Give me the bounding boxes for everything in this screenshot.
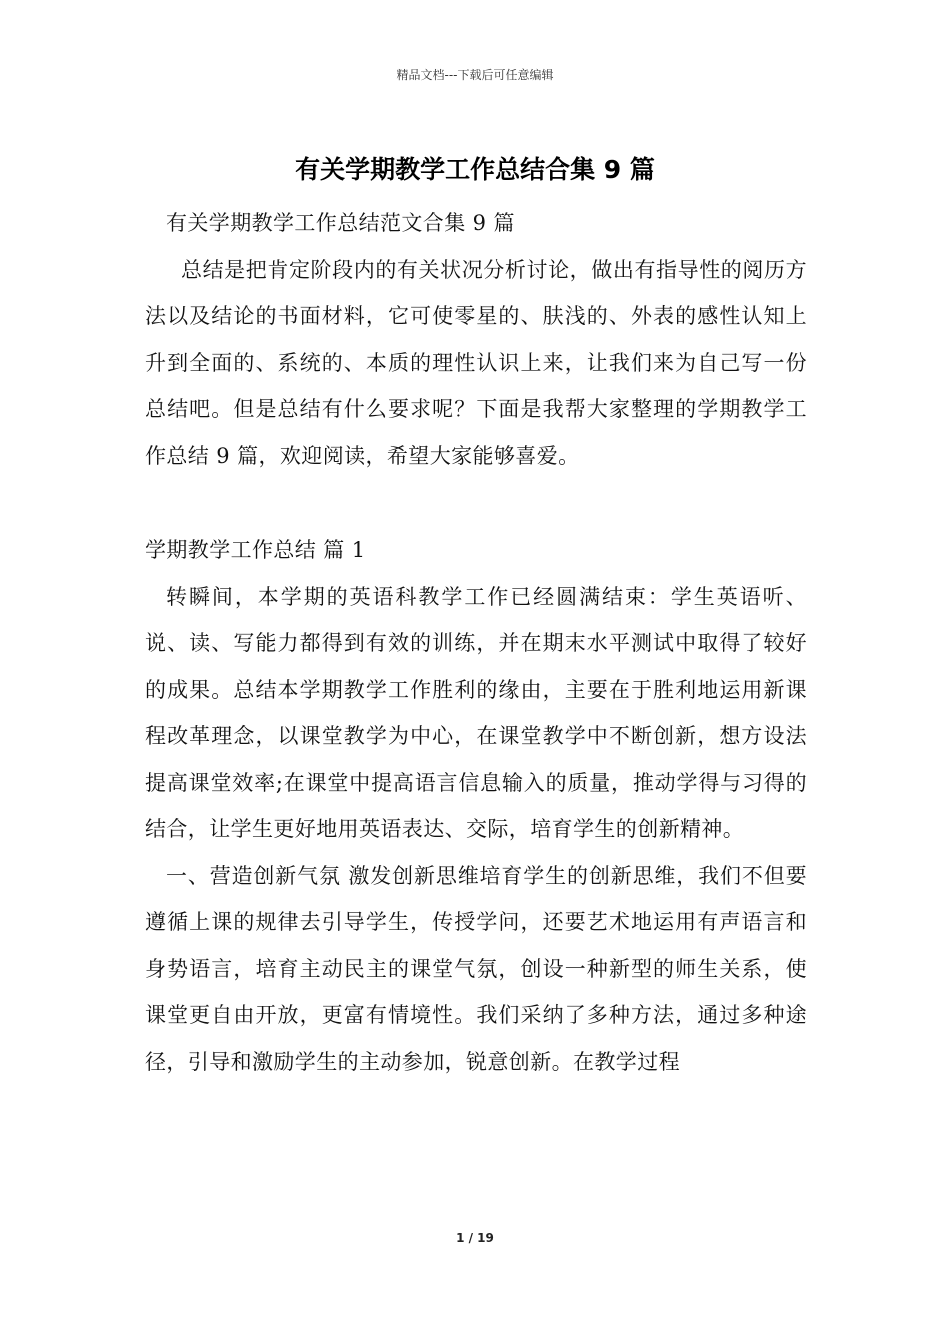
section-heading: 学期教学工作总结 篇 1 — [145, 538, 366, 562]
document-title: 有关学期教学工作总结合集 9 篇 — [295, 155, 655, 184]
document-body — [145, 200, 807, 1085]
paragraph-spacer — [145, 479, 807, 527]
body-paragraph-2: 一、营造创新气氛 激发创新思维培育学生的创新思维，我们不但要遵循上课的规律去引导学生，传授学问，还要艺术地运用有声语言和身势语言，培育主动民主的课堂气氛，创设一种新型的师生关系，使课堂更自由开放，更富有情境性。我们采纳了多种方法，通过多种途径，引导和激励学生的主动参加，锐意创新。在教学过程 — [145, 863, 807, 1074]
page-header: 精品文档---下载后可任意编辑 — [396, 68, 554, 82]
page-number: 1 / 19 — [456, 1231, 494, 1245]
intro-paragraph: 总结是把肯定阶段内的有关状况分析讨论，做出有指导性的阅历方法以及结论的书面材料，它可使零星的、肤浅的、外表的感性认知上升到全面的、系统的、本质的理性认识上来，让我们来为自己写一份总结吧。但是总结有什么要求呢？下面是我帮大家整理的学期教学工作总结 9 篇，欢迎阅读，希望大家能够喜爱。 — [145, 257, 807, 468]
body-paragraph-1: 转瞬间，本学期的英语科教学工作已经圆满结束：学生英语听、说、读、写能力都得到有效的训练，并在期末水平测试中取得了较好的成果。总结本学期教学工作胜利的缘由，主要在于胜利地运用新课程改革理念，以课堂教学为中心，在课堂教学中不断创新，想方设法提高课堂效率;在课堂中提高语言信息输入的质量，推动学得与习得的结合，让学生更好地用英语表达、交际，培育学生的创新精神。 — [145, 584, 807, 841]
document-subtitle: 有关学期教学工作总结范文合集 9 篇 — [166, 211, 515, 235]
